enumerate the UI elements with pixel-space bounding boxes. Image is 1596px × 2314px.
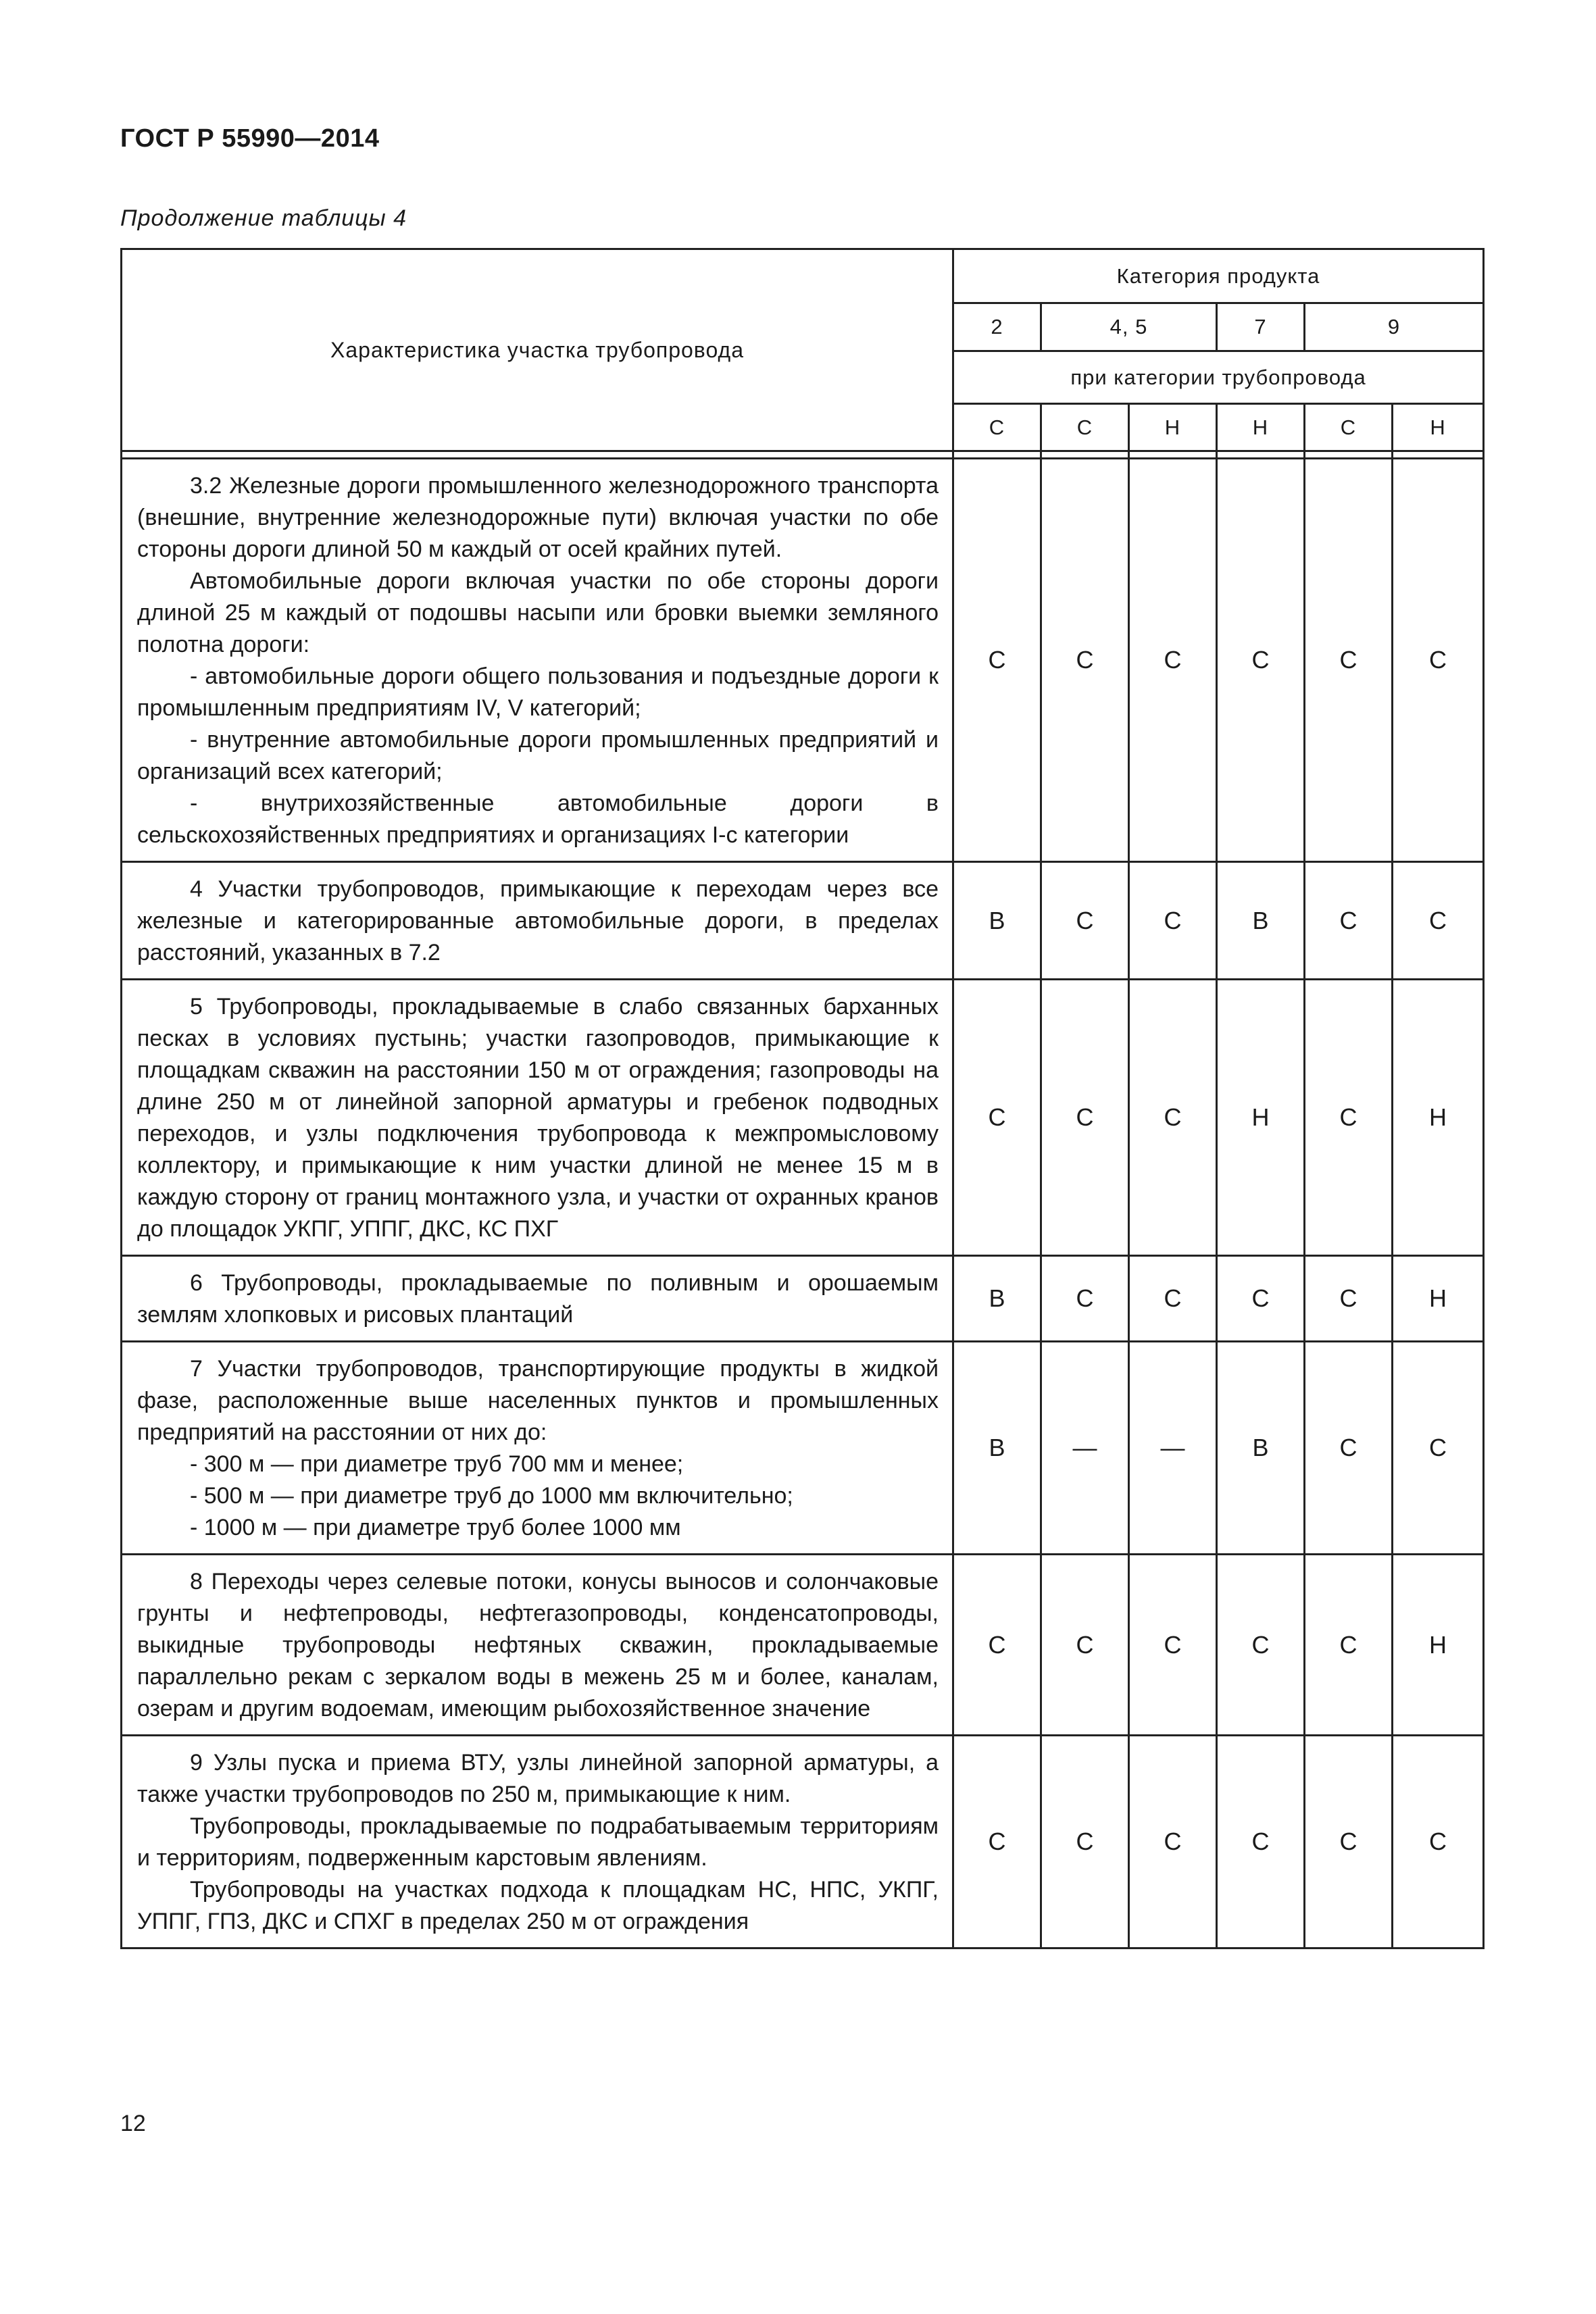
category-value-cell: Н xyxy=(1393,980,1484,1256)
category-value-cell: С xyxy=(1305,1736,1393,1948)
description-paragraph: 9 Узлы пуска и приема ВТУ, узлы линейной запорной арматуры, а также участки трубопроводов по 250 м, примыкающие к ним. xyxy=(137,1750,939,1807)
description-paragraph: 3.2 Железные дороги промышленного железнодорожного транспорта (внешние, внутренние железнодорожные пути) включая участки по обе стороны дороги длиной 50 м каждый от осей крайних путей. xyxy=(137,473,939,562)
description-paragraph: Трубопроводы на участках подхода к площадкам НС, НПС, УКПГ, УППГ, ГПЗ, ДКС и СПХГ в пределах 250 м от ограждения xyxy=(137,1877,939,1934)
row-description xyxy=(122,459,953,862)
pipeline-category-col: С xyxy=(953,404,1041,451)
description-paragraph: Трубопроводы, прокладываемые по подрабатываемым территориям и территориям, подверженным карстовым явлениям. xyxy=(137,1813,939,1871)
category-value-cell: — xyxy=(1041,1342,1129,1555)
pipeline-category-col: Н xyxy=(1129,404,1217,451)
category-value-cell: С xyxy=(953,1736,1041,1948)
category-value-cell: С xyxy=(1129,980,1217,1256)
page-number: 12 xyxy=(120,2111,146,2136)
description-paragraph: - внутренние автомобильные дороги промышленных предприятий и организаций всех категорий; xyxy=(137,727,939,784)
table-row xyxy=(122,459,1484,862)
category-value-cell: Н xyxy=(1393,1555,1484,1736)
table-row xyxy=(122,1342,1484,1555)
pipeline-category-col: С xyxy=(1041,404,1129,451)
column-header-pipeline-category: при категории трубопровода xyxy=(953,351,1484,404)
category-value-cell: С xyxy=(1129,1555,1217,1736)
category-value-cell: В xyxy=(953,1342,1041,1555)
category-value-cell: С xyxy=(1129,1736,1217,1948)
header-separator xyxy=(122,451,1484,459)
row-description xyxy=(122,862,953,980)
category-value-cell: С xyxy=(1041,980,1129,1256)
category-value-cell: С xyxy=(953,1555,1041,1736)
category-value-cell: Н xyxy=(1393,1256,1484,1342)
category-value-cell: С xyxy=(1217,459,1305,862)
category-value-cell: С xyxy=(1129,459,1217,862)
table-row xyxy=(122,980,1484,1256)
row-description xyxy=(122,980,953,1256)
row-description xyxy=(122,1736,953,1948)
category-value-cell: С xyxy=(953,459,1041,862)
category-value-cell: С xyxy=(1041,459,1129,862)
description-paragraph: 6 Трубопроводы, прокладываемые по поливным и орошаемым землям хлопковых и рисовых плантаций xyxy=(137,1270,939,1328)
category-value-cell: С xyxy=(1217,1256,1305,1342)
characteristics-table xyxy=(120,248,1485,1949)
category-value-cell: С xyxy=(1217,1555,1305,1736)
category-value-cell: С xyxy=(1393,1342,1484,1555)
category-value-cell: С xyxy=(1041,1256,1129,1342)
description-paragraph: 4 Участки трубопроводов, примыкающие к переходам через все железные и категорированные автомобильные дороги, в пределах расстояний, указанных в 7.2 xyxy=(137,876,939,965)
category-value-cell: С xyxy=(1129,862,1217,980)
column-header-characteristic: Характеристика участка трубопровода xyxy=(122,249,953,451)
column-header-product-category: Категория продукта xyxy=(953,249,1484,303)
product-category-col: 2 xyxy=(953,303,1041,351)
product-category-col: 9 xyxy=(1305,303,1484,351)
description-paragraph: - внутрихозяйственные автомобильные дороги в сельскохозяйственных предприятиях и организациях I-c категории xyxy=(137,790,939,848)
pipeline-category-col: С xyxy=(1305,404,1393,451)
category-value-cell: С xyxy=(1393,459,1484,862)
row-description xyxy=(122,1555,953,1736)
category-value-cell: С xyxy=(1305,459,1393,862)
table-row xyxy=(122,1555,1484,1736)
category-value-cell: С xyxy=(1305,862,1393,980)
category-value-cell: В xyxy=(953,862,1041,980)
category-value-cell: С xyxy=(1393,1736,1484,1948)
category-value-cell: С xyxy=(1305,1256,1393,1342)
category-value-cell: С xyxy=(1217,1736,1305,1948)
row-description xyxy=(122,1342,953,1555)
description-paragraph: - автомобильные дороги общего пользования и подъездные дороги к промышленным предприятиям IV, V категорий; xyxy=(137,663,939,721)
table-caption: Продолжение таблицы 4 xyxy=(120,205,407,231)
category-value-cell: В xyxy=(1217,1342,1305,1555)
category-value-cell: С xyxy=(1041,862,1129,980)
category-value-cell: С xyxy=(1305,980,1393,1256)
description-paragraph: 8 Переходы через селевые потоки, конусы выносов и солончаковые грунты и нефтепроводы, нефтегазопроводы, конденсатопроводы, выкидные трубопроводы нефтяных скважин, прокладываемые параллельно рекам с зеркалом воды в межень 25 м и более, каналам, озерам и другим водоемам, имеющим рыбохозяйственное значение xyxy=(137,1569,939,1721)
description-paragraph: - 300 м — при диаметре труб 700 мм и менее; xyxy=(190,1451,684,1477)
pipeline-category-col: Н xyxy=(1217,404,1305,451)
row-description xyxy=(122,1256,953,1342)
pipeline-category-col: Н xyxy=(1393,404,1484,451)
description-paragraph: - 500 м — при диаметре труб до 1000 мм включительно; xyxy=(190,1483,793,1509)
document-code: ГОСТ Р 55990—2014 xyxy=(120,124,380,153)
category-value-cell: С xyxy=(1393,862,1484,980)
category-value-cell: В xyxy=(1217,862,1305,980)
category-value-cell: С xyxy=(1129,1256,1217,1342)
description-paragraph: Автомобильные дороги включая участки по обе стороны дороги длиной 25 м каждый от подошвы насыпи или бровки выемки земляного полотна дороги: xyxy=(137,568,939,657)
product-category-col: 4, 5 xyxy=(1041,303,1217,351)
category-value-cell: С xyxy=(1041,1555,1129,1736)
category-value-cell: В xyxy=(953,1256,1041,1342)
description-paragraph: 7 Участки трубопроводов, транспортирующие продукты в жидкой фазе, расположенные выше населенных пунктов и промышленных предприятий на расстоянии от них до: xyxy=(137,1356,939,1445)
table-row xyxy=(122,1736,1484,1948)
category-value-cell: С xyxy=(1305,1342,1393,1555)
product-category-col: 7 xyxy=(1217,303,1305,351)
table-row xyxy=(122,1256,1484,1342)
category-value-cell: — xyxy=(1129,1342,1217,1555)
category-value-cell: С xyxy=(953,980,1041,1256)
table-row xyxy=(122,862,1484,980)
category-value-cell: С xyxy=(1305,1555,1393,1736)
description-paragraph: - 1000 м — при диаметре труб более 1000 мм xyxy=(190,1515,681,1540)
description-paragraph: 5 Трубопроводы, прокладываемые в слабо связанных барханных песках в условиях пустынь; участки газопроводов, примыкающие к площадкам скважин на расстоянии 150 м от ограждения; газопроводы на длине 250 м от линейной запорной арматуры и гребенок подводных переходов, и узлы подключения трубопровода к межпромысловому коллектору, и примыкающие к ним участки длиной не менее 15 м в каждую сторону от границ монтажного узла, и участки от охранных кранов до площадок УКПГ, УППГ, ДКС, КС ПХГ xyxy=(137,994,939,1242)
category-value-cell: Н xyxy=(1217,980,1305,1256)
category-value-cell: С xyxy=(1041,1736,1129,1948)
